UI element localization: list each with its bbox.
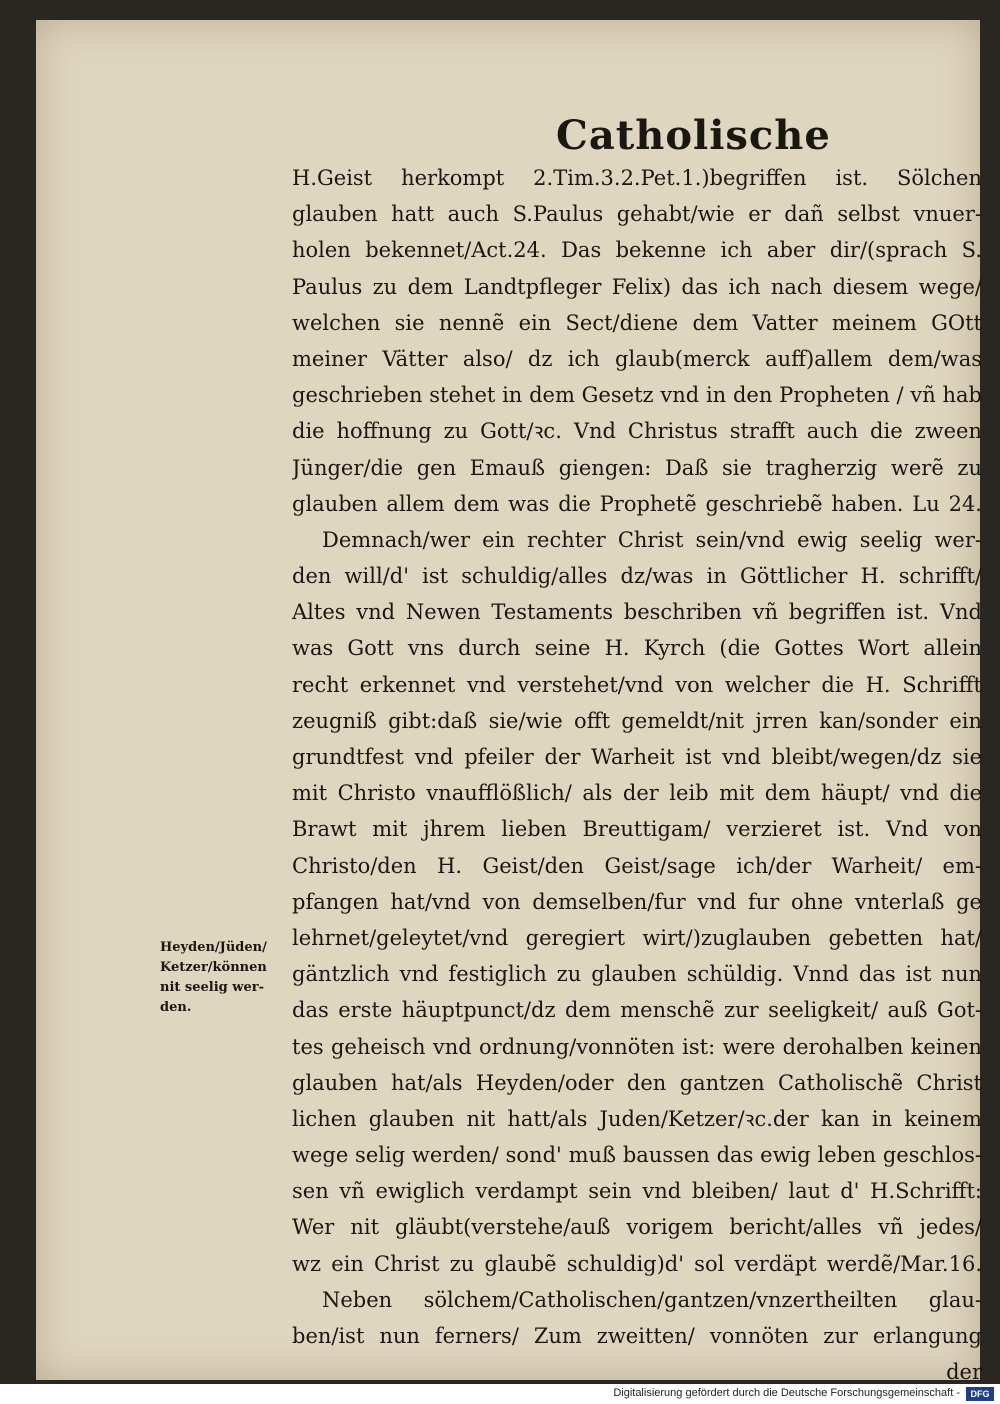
marginal-note-line: Heyden/Jüden/ bbox=[160, 940, 267, 955]
text-line: Paulus zu dem Landtpfleger Felix) das ich nach diesem wege/ bbox=[292, 274, 982, 299]
text-line: das erste häuptpunct/dz dem menschẽ zur seeligkeit/ auß Got- bbox=[292, 998, 982, 1023]
text-line: sen vñ ewiglich verdampt sein vnd bleiben/ laut d' H.Schrifft: bbox=[292, 1179, 982, 1204]
text-line: Demnach/wer ein rechter Christ sein/vnd ewig seelig wer- bbox=[322, 527, 982, 552]
marginal-note bbox=[160, 938, 298, 1018]
text-line: mit Christo vnaufflößlich/ als der leib mit dem häupt/ vnd die bbox=[292, 781, 982, 806]
body-text bbox=[292, 160, 982, 1390]
running-header: Catholische bbox=[556, 112, 831, 159]
text-line: glauben hatt auch S.Paulus gehabt/wie er dañ selbst vnuer- bbox=[292, 202, 982, 227]
text-line: wege selig werden/ sond' muß baussen das ewig leben geschlos- bbox=[292, 1143, 982, 1168]
text-line: Altes vnd Newen Testaments beschriben vñ begriffen ist. Vnd bbox=[292, 600, 982, 625]
text-line: recht erkennet vnd verstehet/vnd von welcher die H. Schrifft bbox=[292, 672, 982, 697]
text-line: grundtfest vnd pfeiler der Warheit ist vnd bleibt/wegen/dz sie bbox=[292, 745, 982, 769]
text-line: welchen sie nennẽ ein Sect/diene dem Vatter meinem GOtt bbox=[292, 310, 982, 335]
text-line: die hoffnung zu Gott/ꝛc. Vnd Christus strafft auch die zween bbox=[292, 419, 982, 444]
marginal-note-line: Ketzer/können bbox=[160, 960, 267, 975]
text-line: Brawt mit jhrem lieben Breuttigam/ verzieret ist. Vnd von bbox=[292, 817, 982, 842]
text-line: Christo/den H. Geist/den Geist/sage ich/der Warheit/ em- bbox=[292, 853, 982, 878]
text-line: ben/ist nun ferners/ Zum zweitten/ vonnöten zur erlangung bbox=[292, 1324, 982, 1348]
text-line: pfangen hat/vnd von demselben/fur vnd fur ohne vnterlaß ge bbox=[292, 889, 982, 914]
text-line: der bbox=[946, 1360, 982, 1385]
text-line: Neben sölchem/Catholischen/gantzen/vnzertheilten glau- bbox=[322, 1287, 982, 1312]
text-line: wz ein Christ zu glaubẽ schuldig)d' sol verdäpt werdẽ/Mar.16. bbox=[292, 1251, 982, 1276]
text-line: tes geheisch vnd ordnung/vonnöten ist: were derohalben keinen bbox=[292, 1034, 982, 1059]
text-line: glauben hat/als Heyden/oder den gantzen Catholischẽ Christ bbox=[292, 1070, 982, 1095]
text-line: lehrnet/geleytet/vnd geregiert wirt/)zuglauben gebetten hat/ bbox=[292, 925, 982, 950]
footer-credit: Digitalisierung gefördert durch die Deutsche Forschungsgemeinschaft - bbox=[613, 1387, 960, 1399]
book-page bbox=[36, 20, 982, 1385]
text-line: geschrieben stehet in dem Gesetz vnd in den Propheten / vñ hab bbox=[292, 383, 982, 408]
marginal-note-line: nit seelig wer- bbox=[160, 980, 264, 995]
text-line: zeugniß gibt:daß sie/wie offt gemeldt/nit jrren kan/sonder ein bbox=[292, 708, 982, 733]
text-line: Wer nit gläubt(verstehe/auß vorigem bericht/alles vñ jedes/ bbox=[292, 1215, 982, 1240]
dfg-logo: DFG bbox=[966, 1387, 994, 1401]
footer-bar bbox=[0, 1384, 1000, 1404]
text-line: lichen glauben nit hatt/als Juden/Ketzer/ꝛc.der kan in keinem bbox=[292, 1106, 982, 1131]
text-line: was Gott vns durch seine H. Kyrch (die Gottes Wort allein bbox=[292, 636, 982, 661]
text-line: gäntzlich vnd festiglich zu glauben schüldig. Vnnd das ist nun bbox=[292, 962, 982, 987]
text-line: H.Geist herkompt 2.Tim.3.2.Pet.1.)begriffen ist. Sölchen bbox=[292, 166, 982, 190]
text-line: meiner Vätter also/ dz ich glaub(merck auff)allem dem/was bbox=[292, 346, 982, 371]
text-line: den will/d' ist schuldig/alles dz/was in Göttlicher H. schrifft/ bbox=[292, 564, 982, 589]
text-line: holen bekennet/Act.24. Das bekenne ich aber dir/(sprach S. bbox=[292, 238, 982, 263]
marginal-note-line: den. bbox=[160, 1000, 192, 1015]
text-line: glauben allem dem was die Prophetẽ geschriebẽ haben. Lu 24. bbox=[292, 491, 982, 516]
text-line: Jünger/die gen Emauß giengen: Daß sie tragherzig werẽ zu bbox=[292, 455, 982, 480]
